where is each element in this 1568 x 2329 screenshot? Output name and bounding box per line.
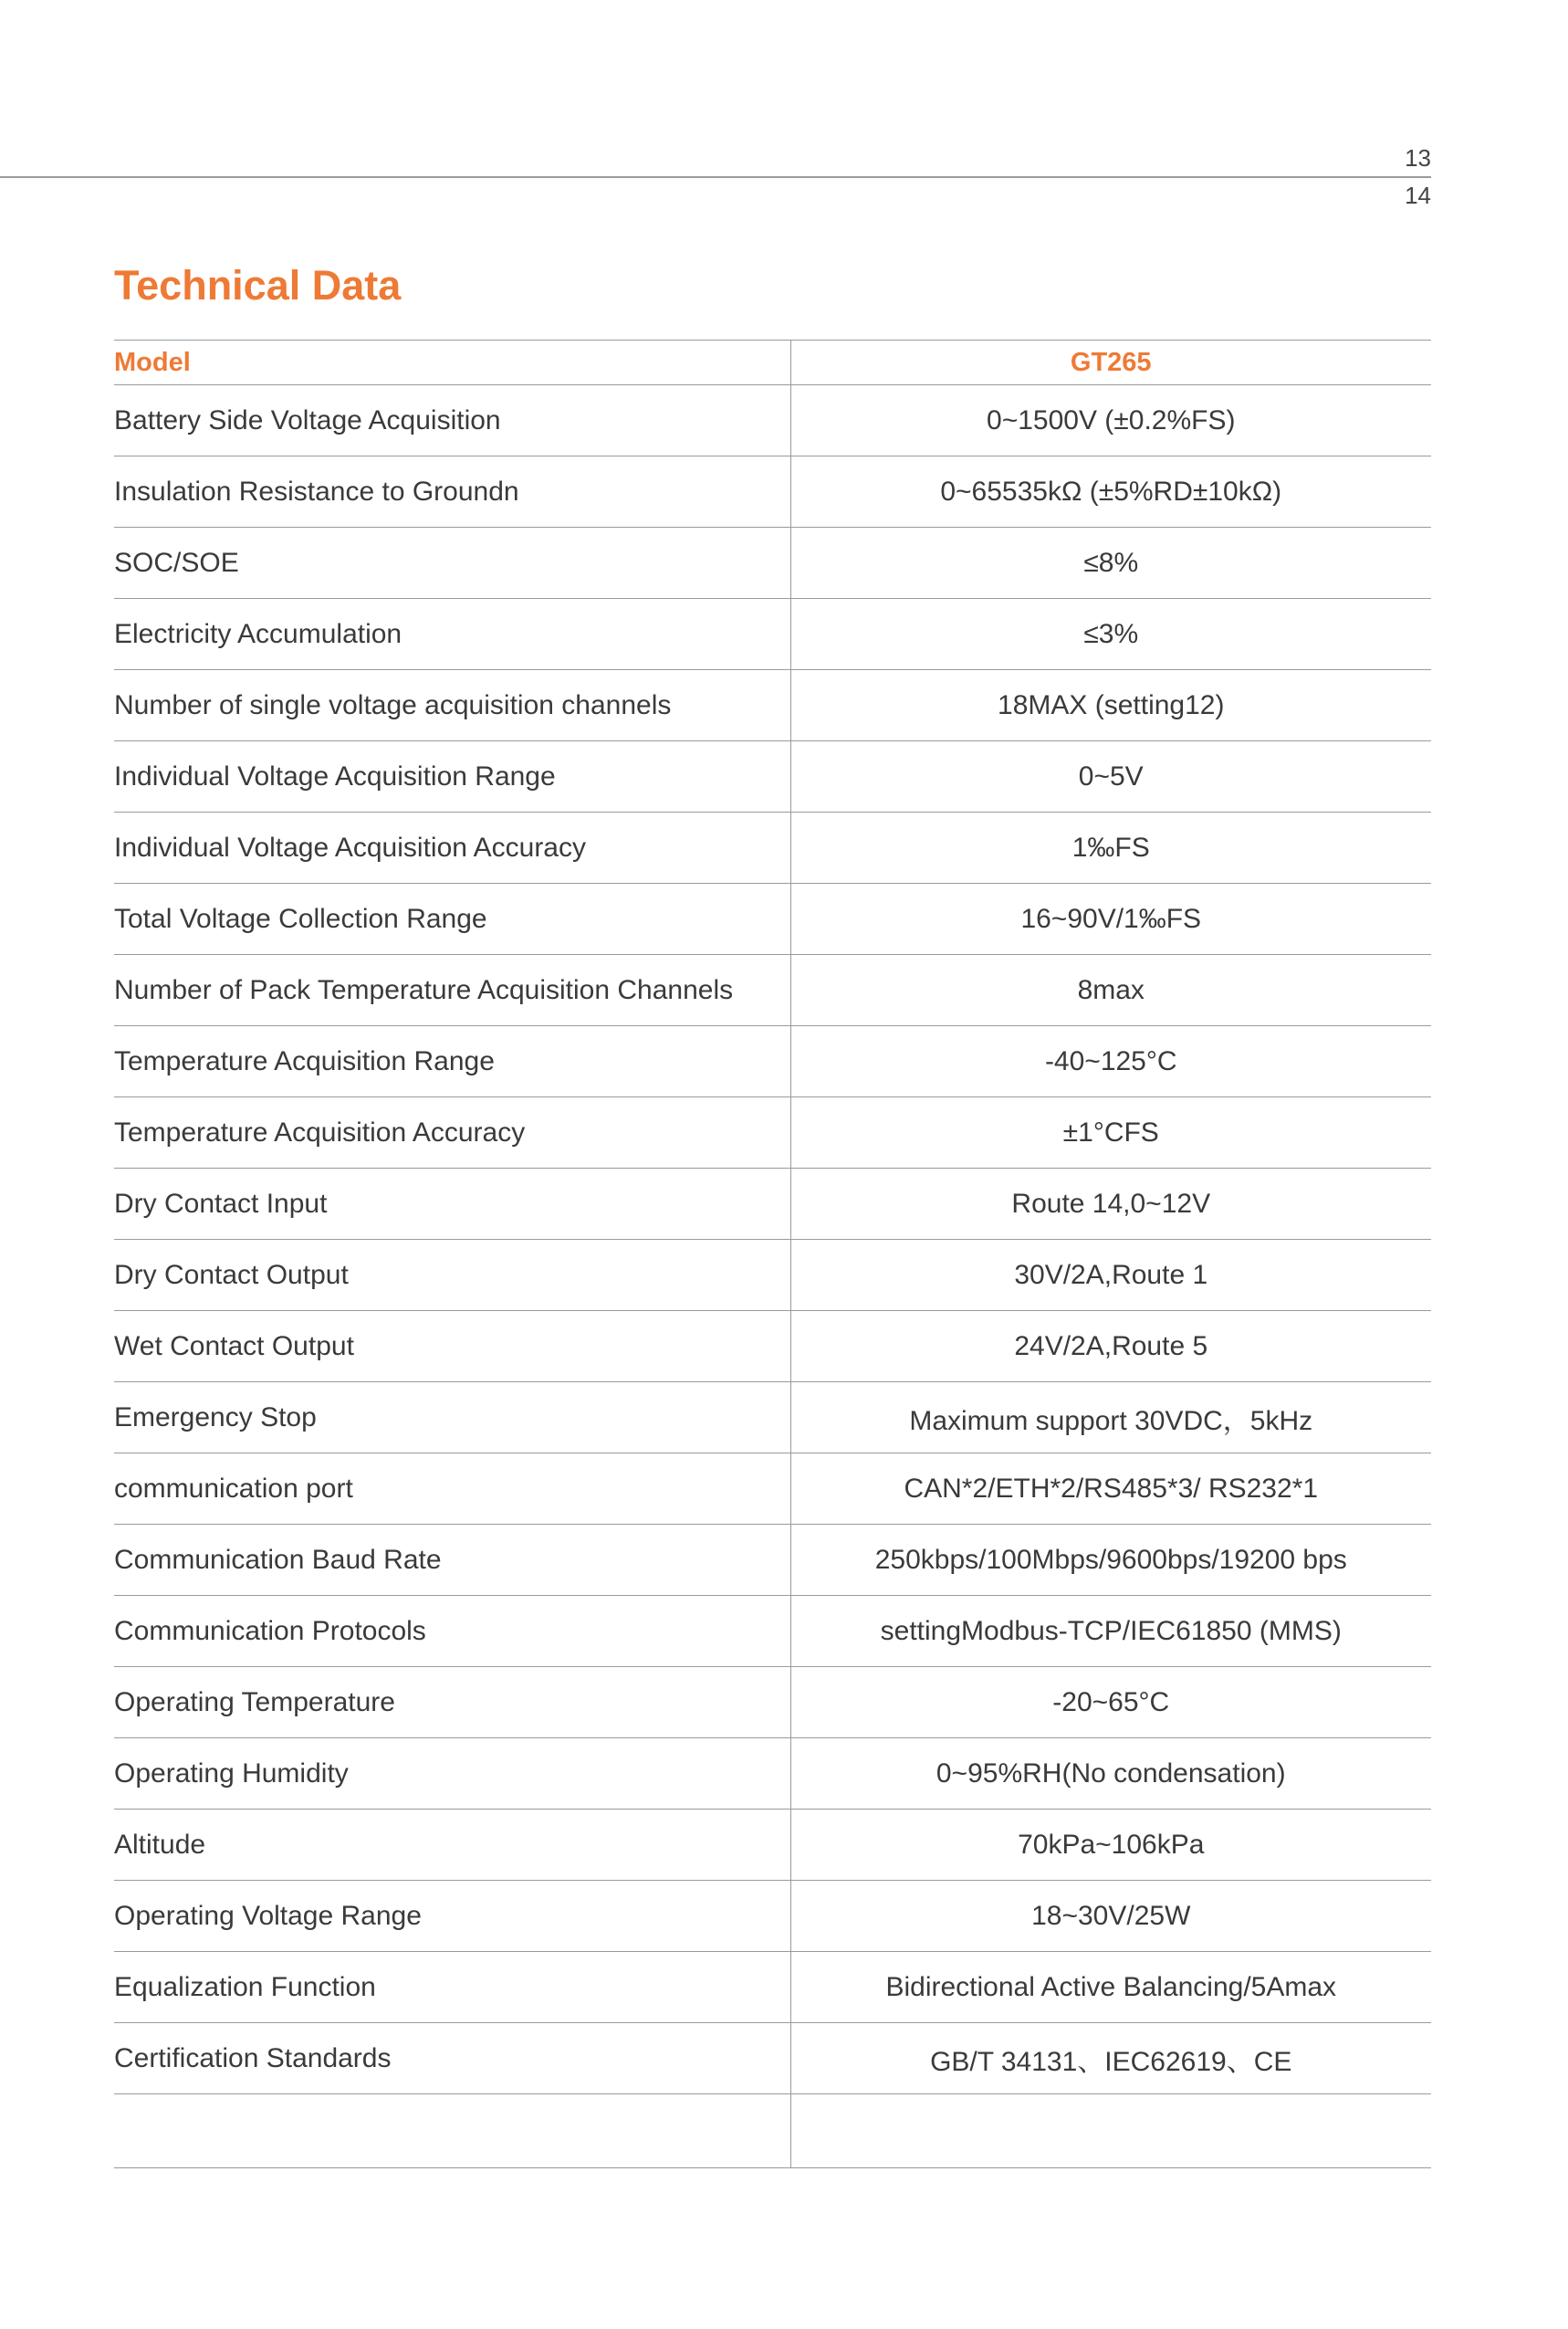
parameter-name: Operating Voltage Range [114,1881,790,1952]
parameter-name: Wet Contact Output [114,1311,790,1382]
parameter-name: Number of single voltage acquisition channels [114,670,790,741]
parameter-name: Total Voltage Collection Range [114,884,790,955]
table-row [114,1596,1431,1667]
table-row [114,1382,1431,1453]
table-row [114,1169,1431,1240]
table-row [114,1881,1431,1952]
table-row [114,955,1431,1026]
table-row [114,1026,1431,1097]
parameter-name: Operating Humidity [114,1738,790,1810]
parameter-name: Number of Pack Temperature Acquisition Channels [114,955,790,1026]
parameter-name: communication port [114,1453,790,1525]
table-row [114,1952,1431,2023]
technical-data-table [114,340,1431,2168]
parameter-value: 250kbps/100Mbps/9600bps/19200 bps [790,1525,1431,1596]
parameter-value: ≤8% [790,528,1431,599]
parameter-name: Individual Voltage Acquisition Accuracy [114,813,790,884]
table-row [114,2023,1431,2094]
parameter-name: Battery Side Voltage Acquisition [114,385,790,456]
table-row [114,528,1431,599]
page-number-left: 13 [1405,144,1431,172]
parameter-name: Individual Voltage Acquisition Range [114,741,790,813]
parameter-value: ≤3% [790,599,1431,670]
table-row [114,1738,1431,1810]
table-row [114,1525,1431,1596]
parameter-value: ±1°CFS [790,1097,1431,1169]
table-row [114,1311,1431,1382]
parameter-value: 16~90V/1‰FS [790,884,1431,955]
model-label: Model [114,341,790,385]
parameter-name: Temperature Acquisition Accuracy [114,1097,790,1169]
parameter-value: settingModbus-TCP/IEC61850 (MMS) [790,1596,1431,1667]
parameter-value: GB/T 34131、IEC62619、CE [790,2023,1431,2094]
parameter-name: Communication Protocols [114,1596,790,1667]
parameter-value: CAN*2/ETH*2/RS485*3/ RS232*1 [790,1453,1431,1525]
parameter-name: Dry Contact Input [114,1169,790,1240]
parameter-name: Insulation Resistance to Groundn [114,456,790,528]
parameter-name: Certification Standards [114,2023,790,2094]
empty-cell [114,2094,790,2168]
parameter-value: 0~95%RH(No condensation) [790,1738,1431,1810]
parameter-value: 0~65535kΩ (±5%RD±10kΩ) [790,456,1431,528]
page-title: Technical Data [114,262,402,309]
table-row [114,456,1431,528]
header-rule [0,176,1431,178]
parameter-name: Operating Temperature [114,1667,790,1738]
parameter-value: 70kPa~106kPa [790,1810,1431,1881]
parameter-value: 1‰FS [790,813,1431,884]
table-row [114,741,1431,813]
table-row [114,385,1431,456]
parameter-name: SOC/SOE [114,528,790,599]
parameter-name: Electricity Accumulation [114,599,790,670]
table-row [114,1453,1431,1525]
parameter-value: 0~5V [790,741,1431,813]
parameter-value: -20~65°C [790,1667,1431,1738]
table-row [114,599,1431,670]
parameter-value: -40~125°C [790,1026,1431,1097]
parameter-name: Dry Contact Output [114,1240,790,1311]
table-row [114,1240,1431,1311]
table-row [114,884,1431,955]
parameter-name: Communication Baud Rate [114,1525,790,1596]
parameter-value: 30V/2A,Route 1 [790,1240,1431,1311]
parameter-name: Equalization Function [114,1952,790,2023]
page-number-right: 14 [1405,182,1431,209]
parameter-value: Route 14,0~12V [790,1169,1431,1240]
table-row [114,1097,1431,1169]
table-row [114,1667,1431,1738]
parameter-value: Bidirectional Active Balancing/5Amax [790,1952,1431,2023]
empty-row [114,2094,1431,2168]
parameter-value: 18MAX (setting12) [790,670,1431,741]
parameter-value: Maximum support 30VDC，5kHz [790,1382,1431,1453]
empty-cell [790,2094,1431,2168]
parameter-value: 18~30V/25W [790,1881,1431,1952]
parameter-value: 8max [790,955,1431,1026]
table-header-row [114,341,1431,385]
table-row [114,1810,1431,1881]
model-value: GT265 [790,341,1431,385]
table-row [114,670,1431,741]
parameter-name: Temperature Acquisition Range [114,1026,790,1097]
parameter-value: 24V/2A,Route 5 [790,1311,1431,1382]
table-row [114,813,1431,884]
parameter-name: Altitude [114,1810,790,1881]
parameter-value: 0~1500V (±0.2%FS) [790,385,1431,456]
parameter-name: Emergency Stop [114,1382,790,1453]
